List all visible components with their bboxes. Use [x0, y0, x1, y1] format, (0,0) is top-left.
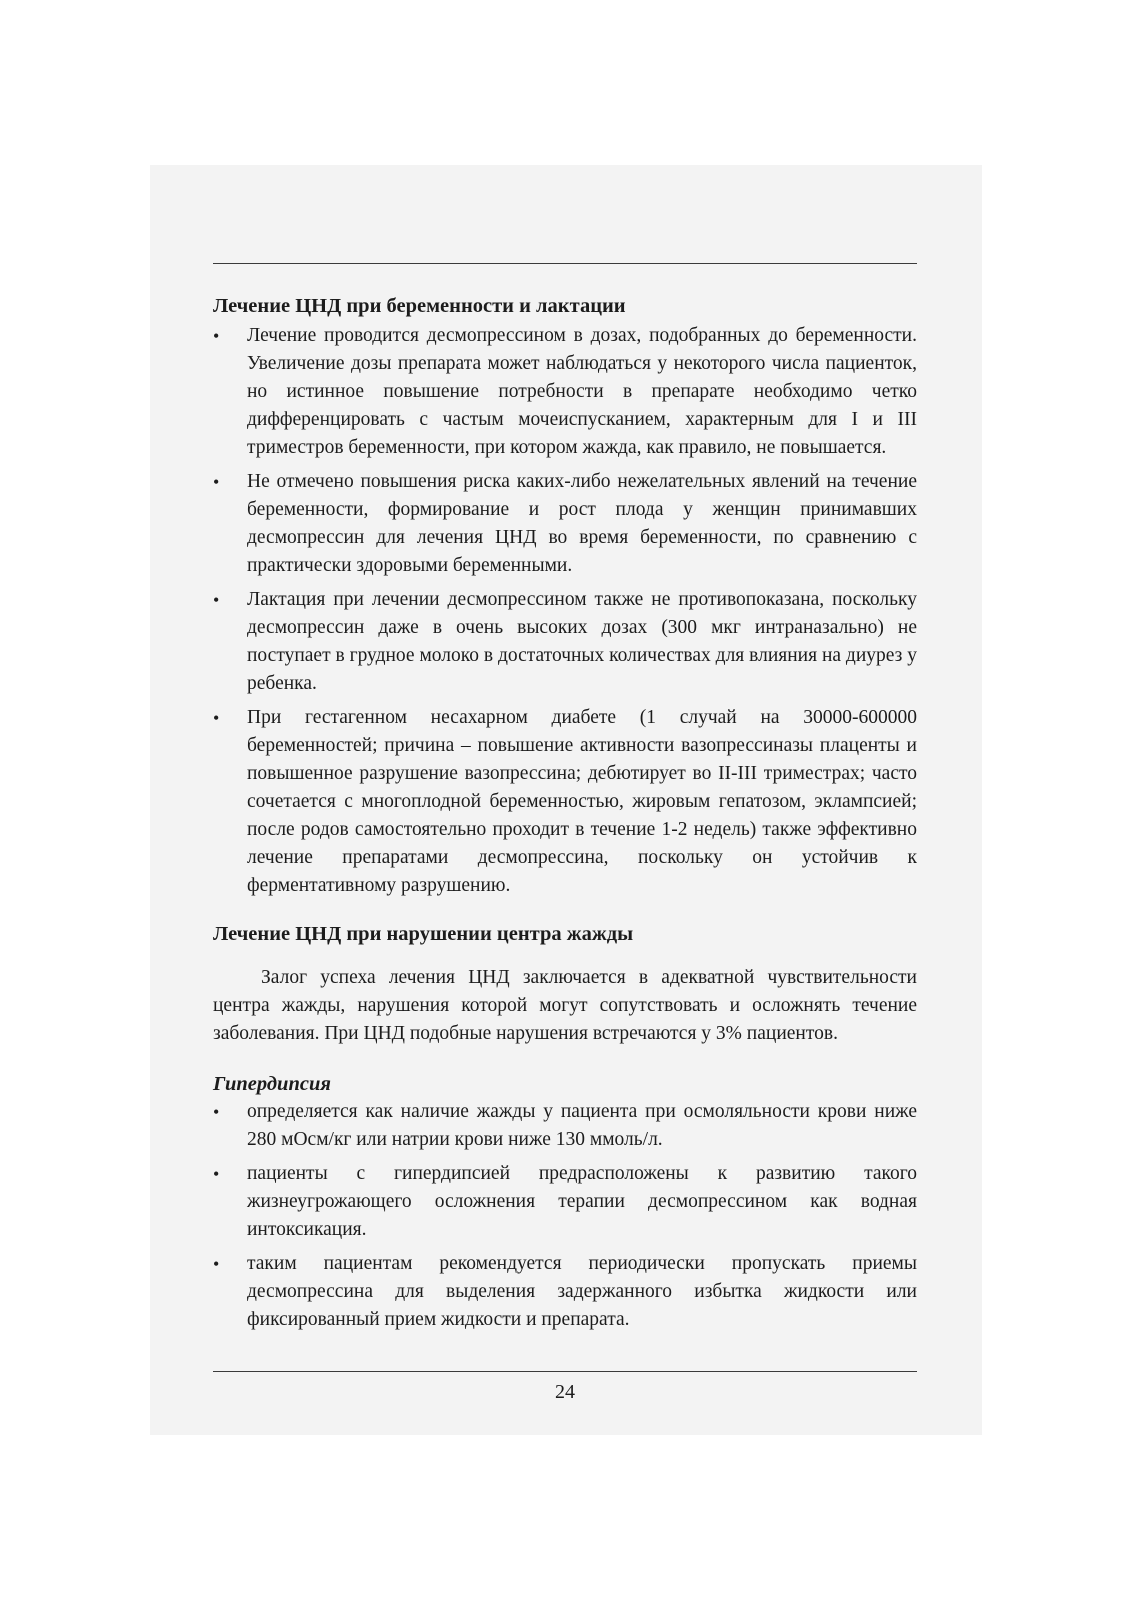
- section-heading-hyperdipsia: Гипердипсия: [213, 1073, 331, 1095]
- bullet-icon: •: [213, 326, 220, 346]
- footer-rule: [213, 1371, 917, 1372]
- bullet-icon: •: [213, 708, 220, 728]
- hyperdipsia-bullet-list: [213, 1098, 917, 1334]
- list-item-text: Лечение проводится десмопрессином в дозах, подобранных до беременности. Увеличение дозы препарата может наблюдаться у некоторого числа пациенток, но истинное повышение потребности в препарате необходимо четко дифференцировать с частым мочеиспусканием, характерным для I и III триместров беременности, при котором жажда, как правило, не повышается.: [247, 325, 917, 458]
- list-item-text: Не отмечено повышения риска каких-либо нежелательных явлений на течение беременности, формирование и рост плода у женщин принимавших десмопрессин для лечения ЦНД во время беременности, по сравнению с практически здоровыми беременными.: [247, 471, 917, 576]
- list-item: [213, 704, 917, 900]
- thirst-center-paragraph: Залог успеха лечения ЦНД заключается в адекватной чувствительности центра жажды, нарушения которой могут сопутствовать и осложнять течение заболевания. При ЦНД подобные нарушения встречаются у 3% пациентов.: [213, 967, 917, 1044]
- list-item: [213, 1160, 917, 1244]
- bullet-icon: •: [213, 1102, 220, 1122]
- page-content: [213, 292, 917, 1340]
- bullet-icon: •: [213, 590, 220, 610]
- list-item-text: пациенты с гипердипсией предрасположены к развитию такого жизнеугрожающего осложнения терапии десмопрессином как водная интоксикация.: [247, 1163, 917, 1240]
- list-item: [213, 1250, 917, 1334]
- section-heading-thirst-center: Лечение ЦНД при нарушении центра жажды: [213, 923, 634, 945]
- list-item: [213, 322, 917, 462]
- bullet-icon: •: [213, 1164, 220, 1184]
- bullet-icon: •: [213, 472, 220, 492]
- list-item: [213, 586, 917, 698]
- list-item-text: При гестагенном несахарном диабете (1 случай на 30000-600000 беременностей; причина – повышение активности вазопрессиназы плаценты и повышенное разрушение вазопрессина; дебютирует во II-III триместрах; часто сочетается с многоплодной беременностью, жировым гепатозом, эклампсией; после родов самостоятельно проходит в течение 1-2 недель) также эффективно лечение препаратами десмопрессина, поскольку он устойчив к ферментативному разрушению.: [247, 707, 917, 896]
- header-rule: [213, 263, 917, 264]
- list-item-text: Лактация при лечении десмопрессином также не противопоказана, поскольку десмопрессин даже в очень высоких дозах (300 мкг интраназально) не поступает в грудное молоко в достаточных количествах для влияния на диурез у ребенка.: [247, 589, 917, 694]
- page-number: 24: [555, 1381, 575, 1403]
- list-item: [213, 468, 917, 580]
- bullet-icon: •: [213, 1254, 220, 1274]
- list-item-text: таким пациентам рекомендуется периодически пропускать приемы десмопрессина для выделения задержанного избытка жидкости или фиксированный прием жидкости и препарата.: [247, 1253, 917, 1330]
- list-item-text: определяется как наличие жажды у пациента при осмоляльности крови ниже 280 мОсм/кг или натрии крови ниже 130 ммоль/л.: [247, 1101, 917, 1150]
- list-item: [213, 1098, 917, 1154]
- section-heading-pregnancy: Лечение ЦНД при беременности и лактации: [213, 295, 626, 317]
- pregnancy-bullet-list: [213, 322, 917, 900]
